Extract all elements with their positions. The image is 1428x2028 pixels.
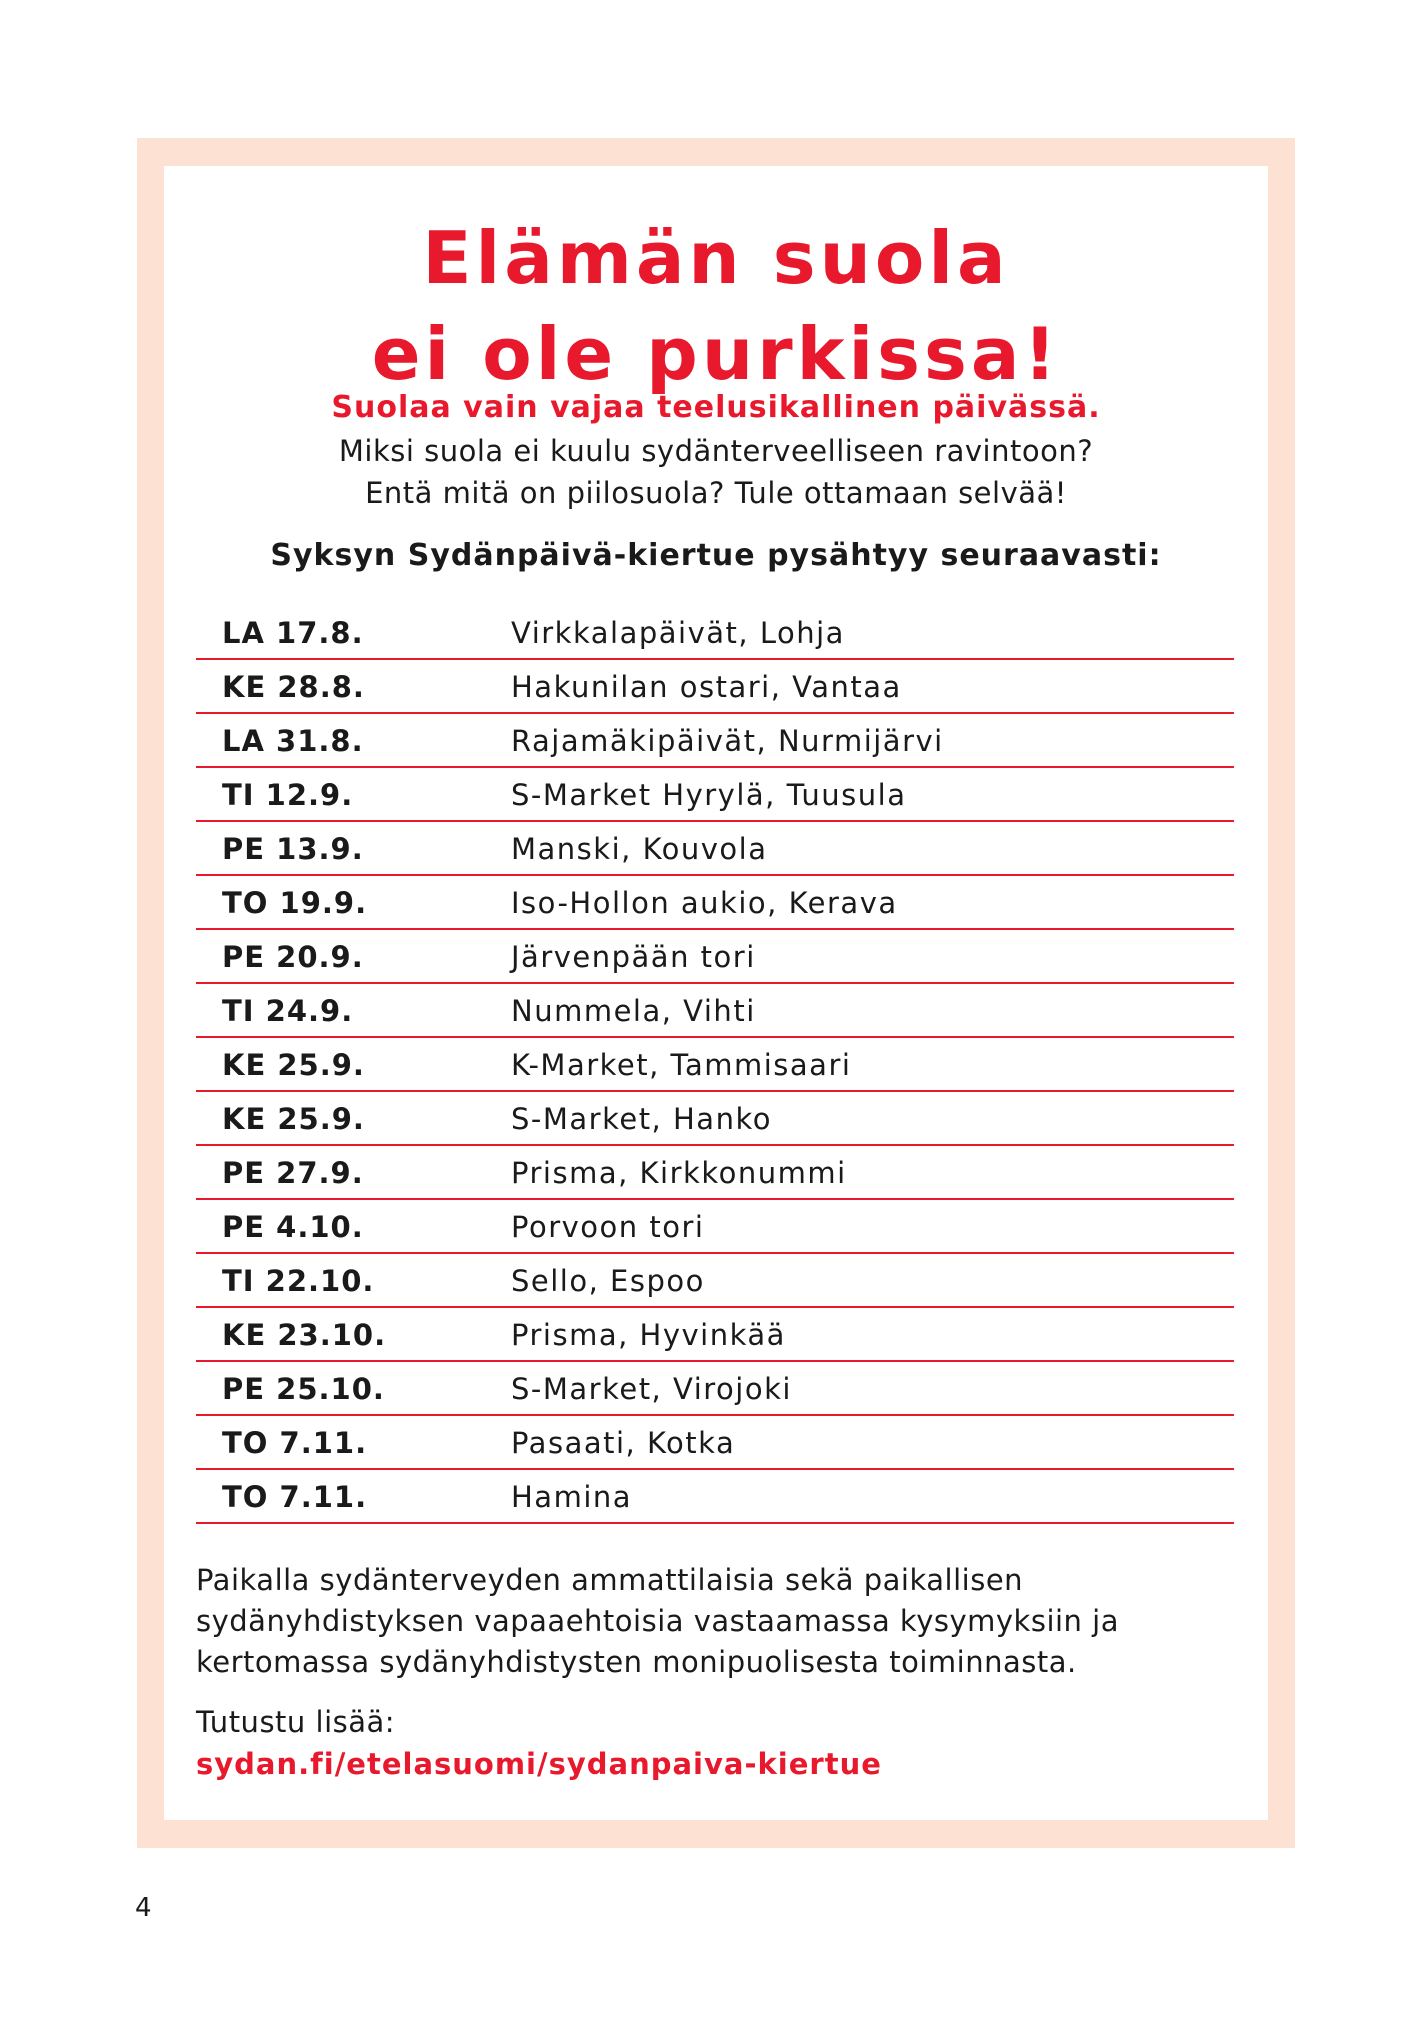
- schedule-date: TI 12.9.: [222, 778, 354, 812]
- intro-line-2: Entä mitä on piilosuola? Tule ottamaan selvää!: [365, 476, 1067, 510]
- schedule-place: Hakunilan ostari, Vantaa: [511, 670, 902, 704]
- schedule-row: [196, 1146, 1234, 1200]
- schedule-date: LA 31.8.: [222, 724, 364, 758]
- schedule-row: [196, 1308, 1234, 1362]
- lead-text: Suolaa vain vajaa teelusikallinen päivässä.: [331, 390, 1101, 425]
- schedule-place: S-Market, Hanko: [511, 1102, 772, 1136]
- schedule-date: TO 7.11.: [222, 1480, 368, 1514]
- info-line-1: Paikalla sydänterveyden ammattilaisia sekä paikallisen: [196, 1563, 1024, 1597]
- poster-frame: [137, 138, 1295, 1848]
- intro-line-1: Miksi suola ei kuulu sydänterveelliseen ravintoon?: [338, 434, 1094, 468]
- schedule-row: [196, 1254, 1234, 1308]
- info-line-2: sydänyhdistyksen vapaaehtoisia vastaamassa kysymyksiin ja: [196, 1604, 1119, 1638]
- schedule-date: TO 19.9.: [222, 886, 368, 920]
- schedule-place: K-Market, Tammisaari: [511, 1048, 852, 1082]
- page-number: 4: [135, 1893, 152, 1923]
- schedule-place: Virkkalapäivät, Lohja: [511, 616, 845, 650]
- schedule-heading: Syksyn Sydänpäivä-kiertue pysähtyy seuraavasti:: [270, 538, 1162, 573]
- schedule-place: Rajamäkipäivät, Nurmijärvi: [511, 724, 944, 758]
- intro-text: [164, 430, 1268, 514]
- schedule-place: Prisma, Kirkkonummi: [511, 1156, 847, 1190]
- schedule-place: Nummela, Vihti: [511, 994, 756, 1028]
- schedule-row: [196, 660, 1234, 714]
- schedule-row: [196, 606, 1234, 660]
- schedule-row: [196, 1038, 1234, 1092]
- schedule-date: KE 28.8.: [222, 670, 365, 704]
- more-info-link[interactable]: sydan.fi/etelasuomi/sydanpaiva-kiertue: [196, 1747, 882, 1781]
- schedule-place: Sello, Espoo: [511, 1264, 705, 1298]
- schedule-place: S-Market, Virojoki: [511, 1372, 792, 1406]
- schedule-place: Iso-Hollon aukio, Kerava: [511, 886, 898, 920]
- schedule-date: KE 23.10.: [222, 1318, 387, 1352]
- schedule-row: [196, 714, 1234, 768]
- schedule-date: PE 20.9.: [222, 940, 364, 974]
- schedule-place: Prisma, Hyvinkää: [511, 1318, 786, 1352]
- schedule-date: PE 13.9.: [222, 832, 364, 866]
- poster-panel: [164, 166, 1268, 1820]
- schedule-row: [196, 1362, 1234, 1416]
- schedule-list: [196, 606, 1234, 1524]
- schedule-date: TO 7.11.: [222, 1426, 368, 1460]
- title-line-1: Elämän suola: [422, 216, 1010, 300]
- schedule-row: [196, 768, 1234, 822]
- schedule-row: [196, 930, 1234, 984]
- title-line-2: ei ole purkissa!: [371, 312, 1061, 396]
- schedule-date: PE 27.9.: [222, 1156, 364, 1190]
- schedule-row: [196, 876, 1234, 930]
- info-paragraph: [196, 1560, 1236, 1683]
- schedule-place: Porvoon tori: [511, 1210, 705, 1244]
- schedule-row: [196, 1200, 1234, 1254]
- schedule-row: [196, 1470, 1234, 1524]
- schedule-date: LA 17.8.: [222, 616, 364, 650]
- schedule-place: Manski, Kouvola: [511, 832, 768, 866]
- schedule-date: PE 4.10.: [222, 1210, 364, 1244]
- schedule-date: PE 25.10.: [222, 1372, 385, 1406]
- schedule-date: KE 25.9.: [222, 1048, 365, 1082]
- schedule-date: TI 24.9.: [222, 994, 354, 1028]
- schedule-place: Hamina: [511, 1480, 633, 1514]
- schedule-place: Järvenpään tori: [511, 940, 756, 974]
- schedule-row: [196, 1092, 1234, 1146]
- schedule-date: KE 25.9.: [222, 1102, 365, 1136]
- schedule-row: [196, 822, 1234, 876]
- schedule-place: Pasaati, Kotka: [511, 1426, 736, 1460]
- info-line-3: kertomassa sydänyhdistysten monipuolisesta toiminnasta.: [196, 1645, 1077, 1679]
- poster-title: [164, 210, 1268, 402]
- more-info-label: Tutustu lisää:: [196, 1705, 396, 1739]
- schedule-row: [196, 984, 1234, 1038]
- schedule-row: [196, 1416, 1234, 1470]
- schedule-place: S-Market Hyrylä, Tuusula: [511, 778, 907, 812]
- schedule-date: TI 22.10.: [222, 1264, 375, 1298]
